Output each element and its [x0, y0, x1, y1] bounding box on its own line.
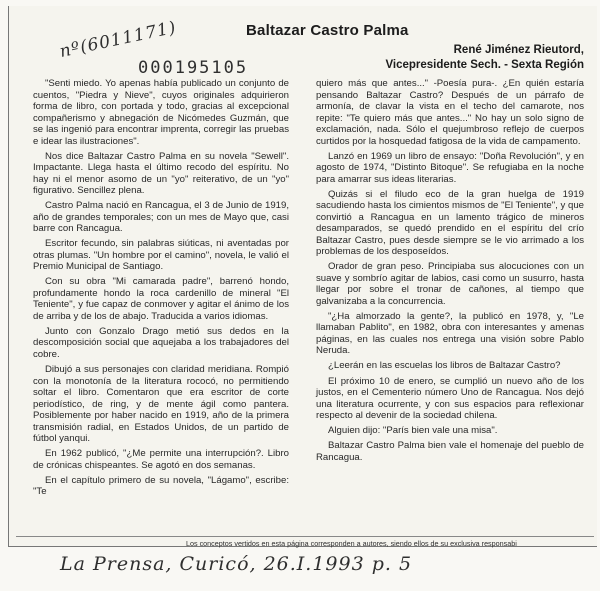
paragraph: Escritor fecundo, sin palabras siúticas, ni aventadas por otras plumas. "Un hombre por el camino", novela, le valió el Premio Municipal de Santiago. [33, 238, 289, 273]
article-title: Baltazar Castro Palma [246, 22, 409, 39]
paragraph: Nos dice Baltazar Castro Palma en su novela "Sewell". Impactante. Llega hasta el último recodo del espíritu. No hay ni el menor asomo de un "yo" reiterativo, de un "yo" figurativo. Sencillez plena. [33, 150, 289, 197]
author-role: Vicepresidente Sech. - Sexta Región [385, 59, 584, 71]
paragraph: Lanzó en 1969 un libro de ensayo: "Doña Revolución", y en agosto de 1974, "Distinto Bitoque". Se refugiaba en la noche para amarrar sus ideas literarias. [316, 150, 584, 185]
paragraph: Castro Palma nació en Rancagua, el 3 de Junio de 1919, año de grandes temporales; con un mes de Mayo que, casi barre con Rancagua. [33, 200, 289, 235]
handwritten-source-note: La Prensa, Curicó, 26.I.1993 p. 5 [60, 553, 413, 575]
paragraph: ¿Leerán en las escuelas los libros de Baltazar Castro? [328, 360, 561, 372]
paragraph: Junto con Gonzalo Drago metió sus dedos en la descomposición social que aquejaba a los trabajadores del cobre. [33, 325, 289, 360]
author-name: René Jiménez Rieutord, [453, 44, 584, 56]
paragraph: En 1962 publicó, "¿Me permite una interrupción?. Libro de crónicas chispeantes. Se agotó en dos semanas. [33, 448, 289, 471]
paragraph: Dibujó a sus personajes con claridad meridiana. Rompió con la monotonía de la literatura rococó, no permitiendo soltar el libro. Comentaron que era escritor de corte periodístico, de ring, y de mente ágil como pantera. Posiblemente por haber nacido en 1919, año de la primera transmisión radial, en Estados Unidos, de un partido de fútbol yanqui. [33, 364, 289, 445]
paragraph: Con su obra "Mi camarada padre", barrenó hondo, profundamente hondo la roca cardenillo de mineral "El Teniente", y fue capaz de conmover y agitar el ánimo de los de arriba y de los de abajo. Traducida a varios idiomas. [33, 276, 289, 322]
left-column [33, 78, 289, 501]
handwritten-code-top: nº(6011171) [57, 17, 179, 62]
paragraph: El próximo 10 de enero, se cumplió un nuevo año de los justos, en el Cementerio número Uno de Rancagua. Nos dejó una literatura ocurrente, y con sus espacios para reflexionar respecto al devenir de la sociedad chilena. [316, 375, 584, 422]
paragraph: Quizás si el filudo eco de la gran huelga de 1919 sacudiendo hasta los cimientos mismos de "El Teniente", y que convirtió a Rancagua en un lamento trágico de mineros desamparados, se quedó prendido en el espíritu del crío Baltazar Castro, pues desde siempre se le vio arrimado a los problemas de los desposeídos. [316, 188, 584, 258]
paragraph: quiero más que antes..." -Poesía pura-. ¿En quién estaría pensando Baltazar Castro? Después de un párrafo de armonía, de clavar la vista en el techo del camarote, nos repite: "Te quiero más que antes..." No hay un solo signo de exclamación, nada. Sólo el quejumbroso reflejo de cuerpos curtidos por la hosquedad fatigosa de la vida de campamento. [316, 78, 584, 147]
paragraph: Alguien dijo: "París bien vale una misa". [328, 425, 498, 437]
handwritten-code-bottom: 000195105 [138, 58, 249, 78]
paragraph: "Senti miedo. Yo apenas había publicado un conjunto de cuentos, "Piedra y Nieve", cuyos originales adquirieron forma de libro, con portada y todo, gracias al excepcional compañerismo y abnegación de Nicómedes Guzmán, que se las ingenió para encontrar imprenta, corregir las pruebas e idear las ilustraciones". [33, 78, 289, 147]
footer-divider [16, 536, 594, 537]
right-column [316, 78, 584, 467]
paragraph: En el capítulo primero de su novela, "Lágamo", escribe: "Te [33, 474, 289, 498]
footer-disclaimer: Los conceptos vertidos en esta página corresponden a autores, siendo ellos de su exclusiva responsabi [186, 539, 517, 548]
paragraph: Orador de gran peso. Principiaba sus alocuciones con un suave y sombrío agitar de labios, casi como un susurro, hasta llegar por sobre el tronar de cañones, al tiempo que galvanizaba a la concurrencia. [316, 261, 584, 307]
paragraph: Baltazar Castro Palma bien vale el homenaje del pueblo de Rancagua. [316, 440, 584, 463]
paragraph: "¿Ha almorzado la gente?, la publicó en 1978, y, "Le llamaban Pablito", en 1982, obra con interesantes y amenas páginas, en las cuales nos entrega una visión sobre Pablo Neruda. [316, 310, 584, 357]
author-block [385, 43, 584, 73]
